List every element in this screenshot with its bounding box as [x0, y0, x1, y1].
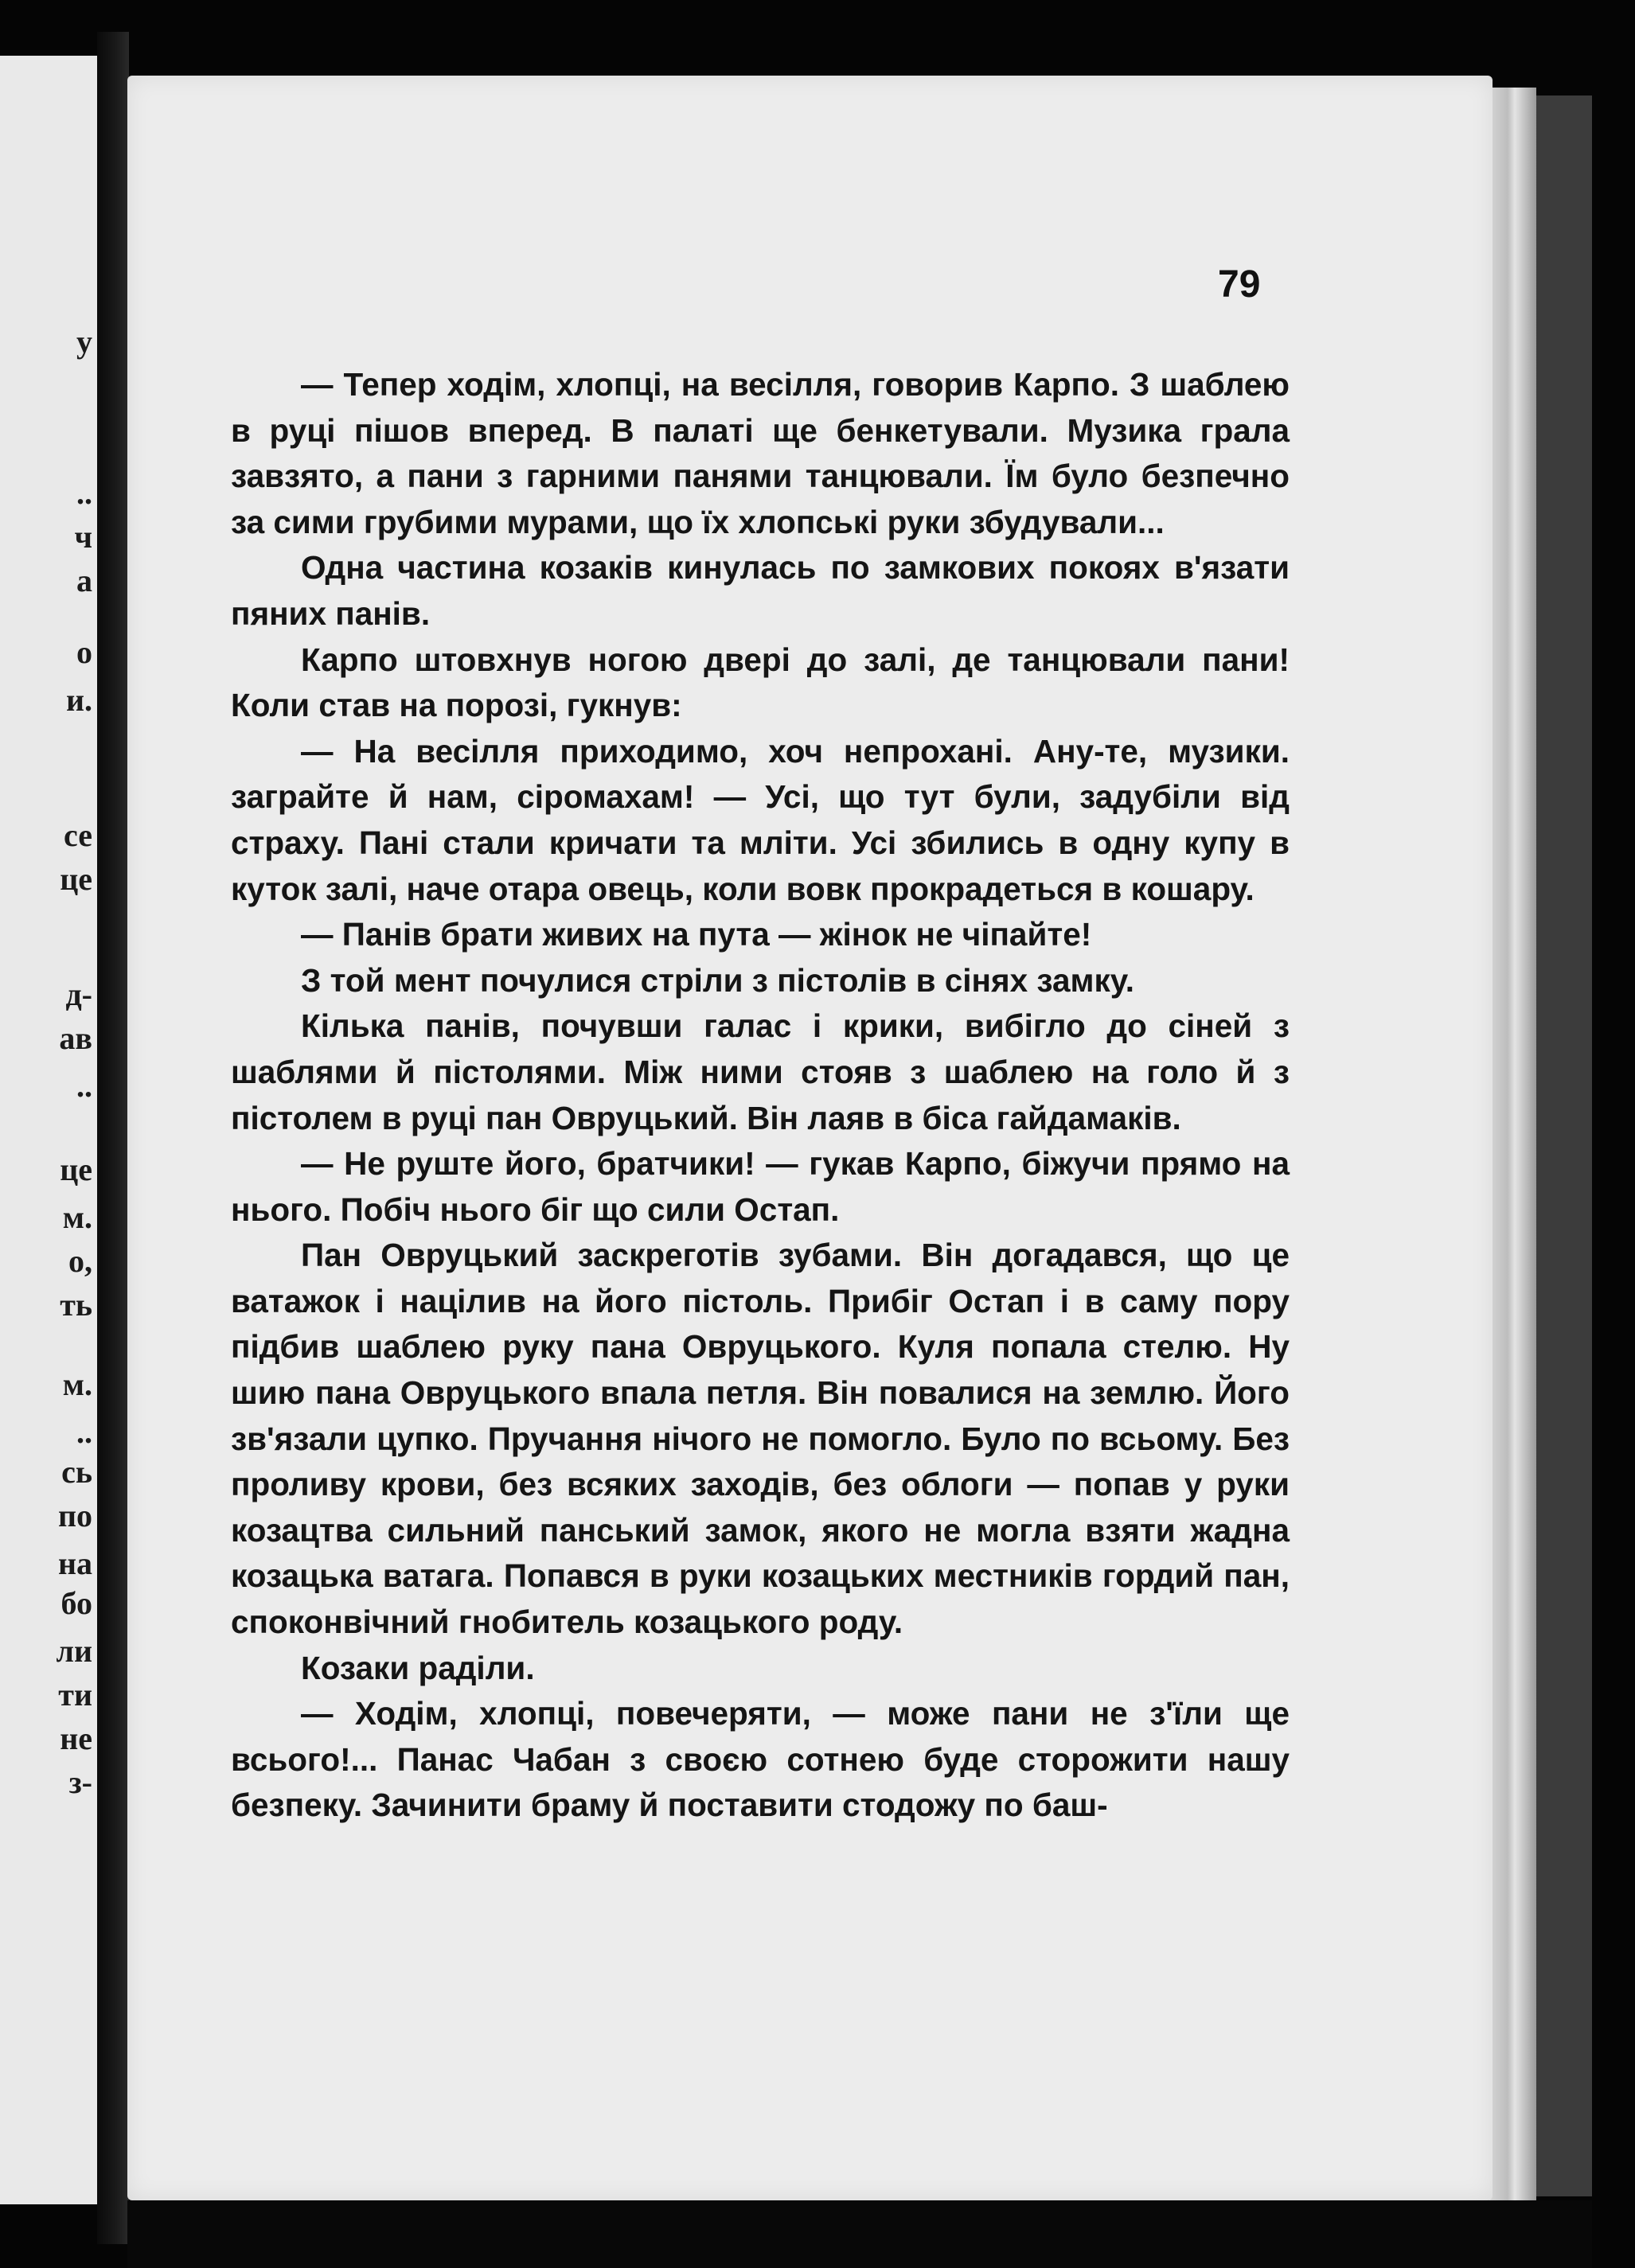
left-page-fragment: ав: [59, 1020, 92, 1056]
paragraph: Карпо штовхнув ногою двері до залі, де танцювали пани! Коли став на порозі, гукнув:: [231, 641, 1290, 724]
left-page-fragment: д-: [65, 976, 92, 1012]
left-page-fragment: у: [76, 324, 92, 360]
left-page-fragment: це: [60, 861, 92, 897]
left-page-fragment: ти: [58, 1677, 92, 1713]
paragraph: — Панів брати живих на пута — жінок не чіпайте!: [301, 916, 1092, 953]
paragraph: — Тепер ходім, хлопці, на весілля, говорив Карпо. З шаблею в руці пішов вперед. В палаті ще бенкетували. Музика грала завзято, а пани з гарними панями танцювали. Їм було безпечно за сими грубими мурами, що їх хлопські руки збудували...: [231, 366, 1290, 540]
paragraph: — Ходім, хлопці, повечеряти, — може пани не з'їли ще всього!... Панас Чабан з своєю сотнею буде сторожити нашу безпеку. Зачинити браму й поставити стодожу по баш-: [231, 1695, 1290, 1824]
page-number: 79: [1218, 263, 1261, 306]
paragraph: Кілька панів, почувши галас і крики, вибігло до сіней з шаблями й пістолями. Між ними стояв з шаблею на голо й з пістолем в руці пан Овруцький. Він лаяв в біса гайдамаків.: [231, 1007, 1290, 1136]
left-page-fragment: ть: [60, 1287, 92, 1323]
left-page-fragment: по: [57, 1498, 92, 1533]
left-page-fragment: на: [57, 1545, 92, 1581]
page-edge-shadow: [1536, 95, 1592, 2196]
left-page-fragment: з-: [68, 1764, 92, 1800]
page-edge-stack: [1489, 88, 1536, 2204]
left-page-fragment: о: [76, 634, 92, 670]
left-page-fragment: се: [64, 817, 92, 853]
left-page-fragment: м.: [62, 1199, 92, 1235]
left-page-fragment: сь: [61, 1454, 92, 1490]
left-page-fragment: не: [60, 1720, 92, 1756]
left-page-fragment: ли: [56, 1633, 92, 1669]
body-text: [231, 362, 1290, 1829]
bottom-shadow: [127, 2200, 1592, 2268]
left-page-fragment: а: [76, 563, 92, 598]
left-page-fragment: м.: [62, 1366, 92, 1402]
paragraph: — Не руште його, братчики! — гукав Карпо, біжучи прямо на нього. Побіч нього біг що сили Остап.: [231, 1145, 1290, 1228]
left-page-fragment: ч: [74, 519, 92, 555]
left-page-fragment: ..: [76, 1068, 92, 1104]
paragraph: З той мент почулися стріли з пістолів в сінях замку.: [301, 961, 1134, 999]
left-page-fragment: и.: [65, 682, 92, 718]
left-page-fragment: ..: [76, 1414, 92, 1450]
left-page-fragment: бо: [60, 1585, 92, 1621]
paragraph: Одна частина козаків кинулась по замкових покоях в'язати пяних панів.: [231, 549, 1290, 632]
left-page-fragment: ..: [76, 475, 92, 511]
previous-page-strip: [0, 56, 102, 2204]
paragraph: — На весілля приходимо, хоч непрохані. Ану-те, музики. заграйте й нам, сіромахам! — Усі, що тут були, задубіли від страху. Пані стали кричати та мліти. Усі збились в одну купу в куток залі, наче отара овець, коли вовк прокрадеться в кошару.: [231, 732, 1290, 907]
left-page-fragment: це: [60, 1152, 92, 1187]
left-page-fragment: о,: [68, 1243, 92, 1279]
book-gutter: [97, 32, 129, 2244]
paragraph: Пан Овруцький заскреготів зубами. Він догадався, що це ватажок і націлив на його пістоль. Прибіг Остап і в саму пору підбив шаблею руку пана Овруцького. Куля попала стелю. Ну шию пана Овруцького впала петля. Він повалися на землю. Його зв'язали цупко. Пручання нічого не помогло. Було по всьому. Без проливу крови, без всяких заходів, без облоги — попав у руки козацтва сильний панський замок, якого не могла взяти жадна козацька ватага. Попався в руки козацьких местників гордий пан, споконвічний гнобитель козацького роду.: [231, 1237, 1290, 1641]
paragraph: Козаки раділи.: [301, 1649, 535, 1686]
